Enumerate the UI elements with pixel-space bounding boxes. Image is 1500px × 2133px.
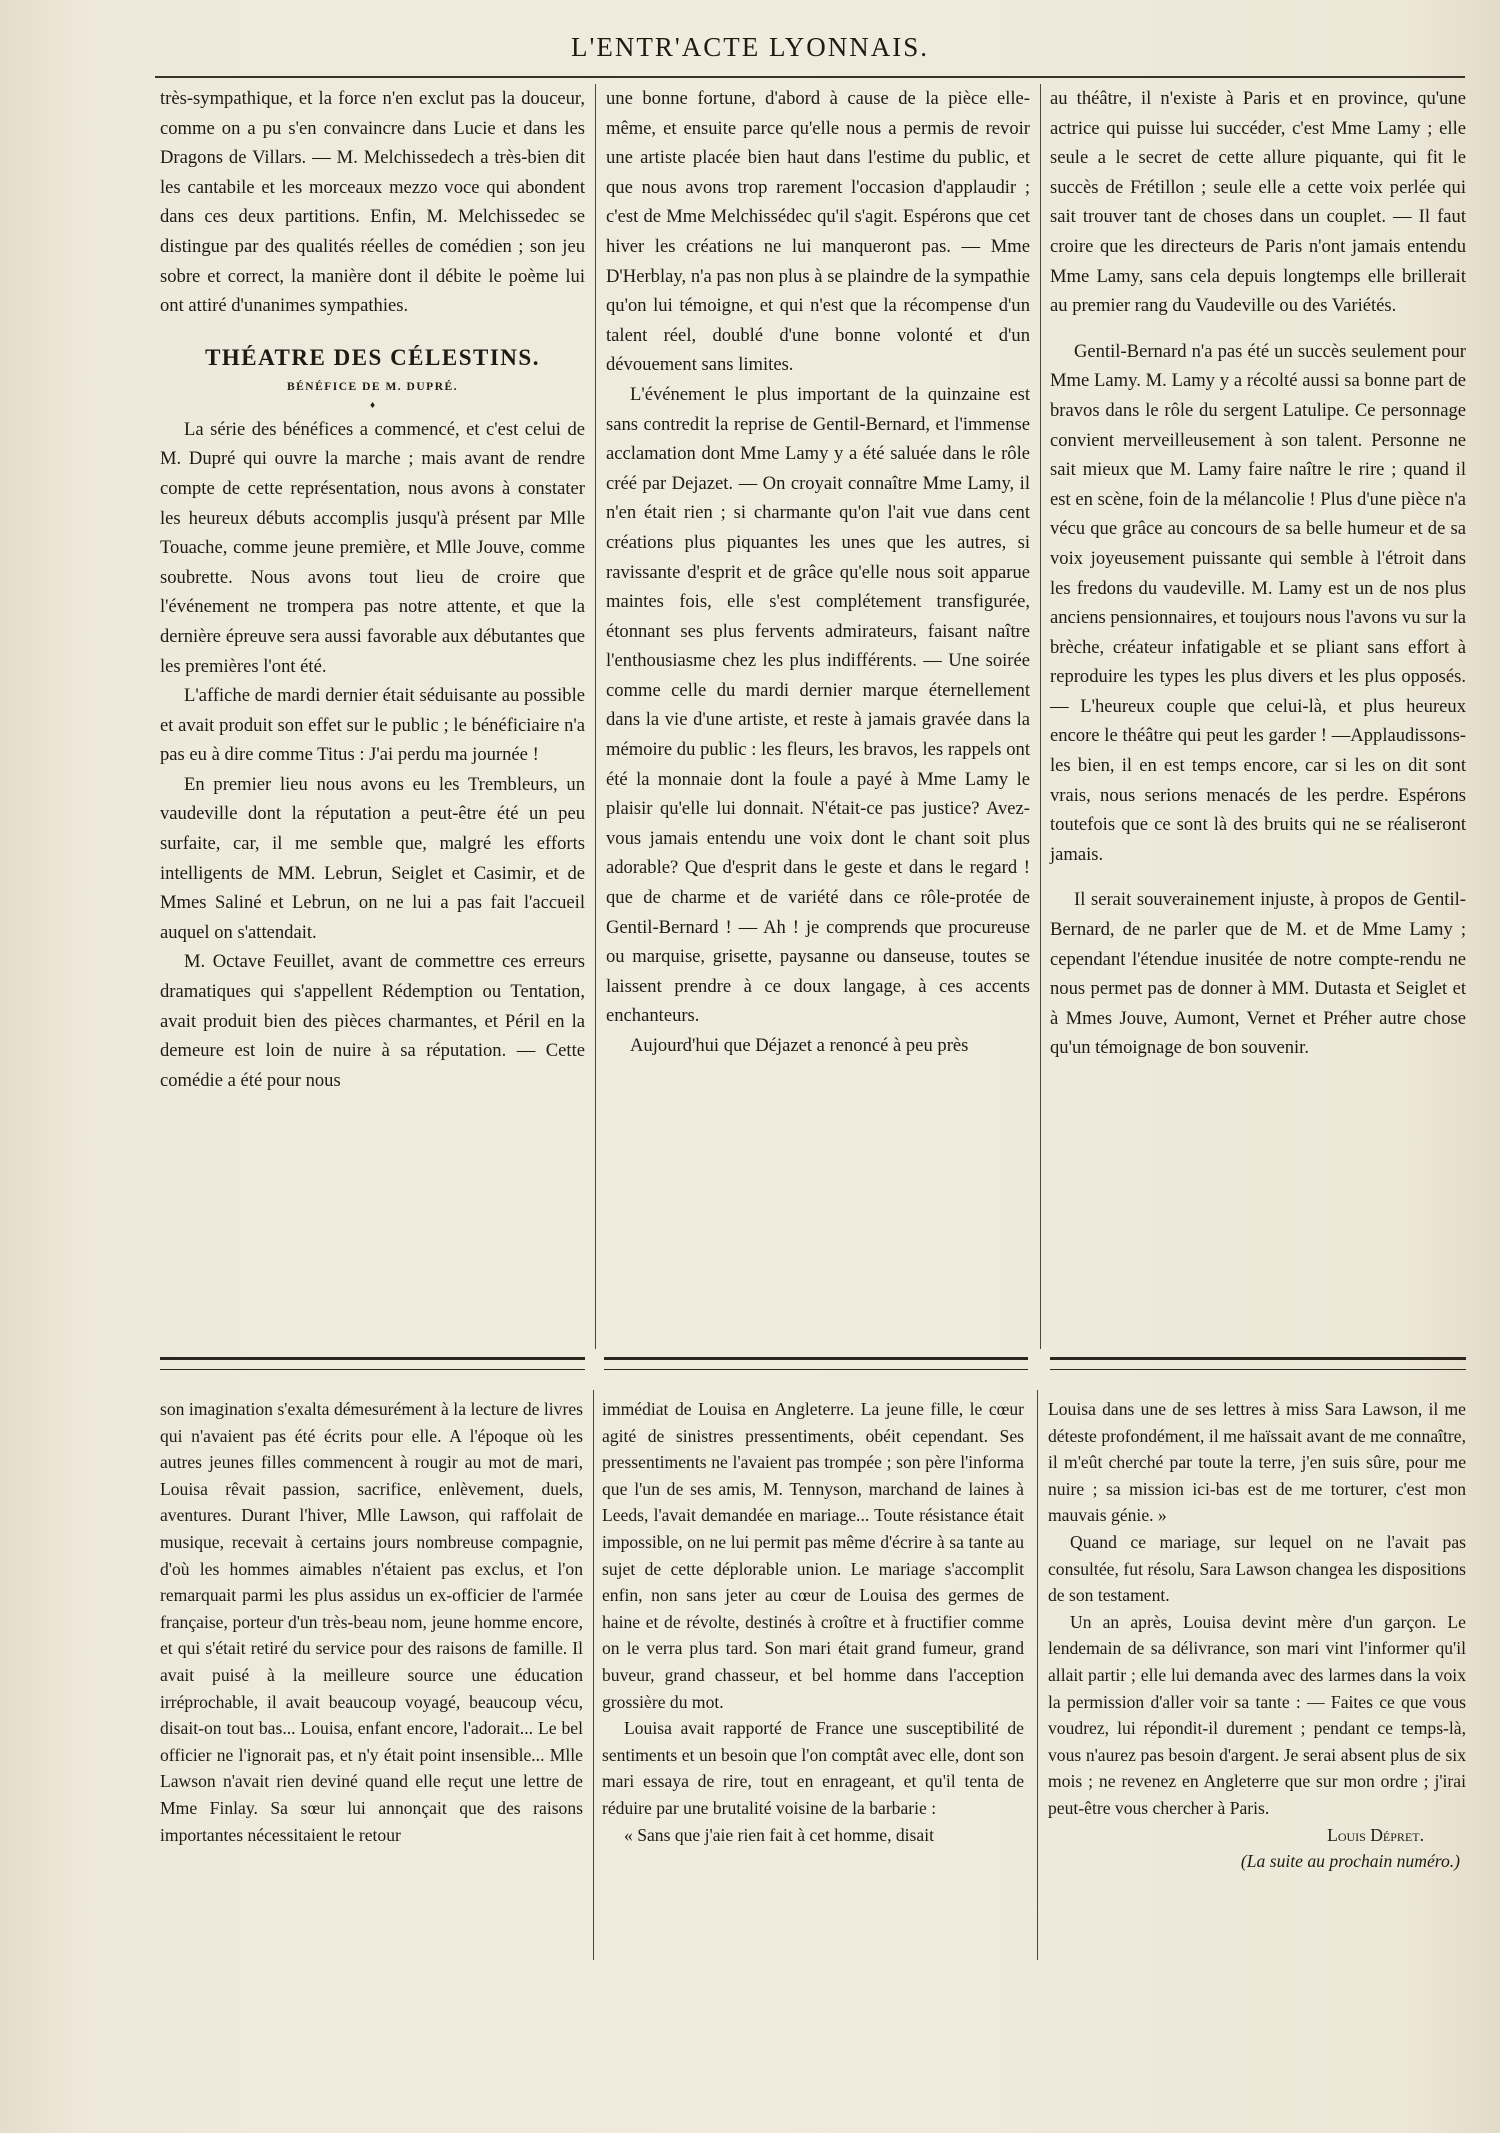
feuilleton-separator [1050,1357,1466,1370]
article-column-3 [1050,84,1466,1063]
paragraph: L'affiche de mardi dernier était séduisante au possible et avait produit son effet sur le public ; le bénéficiaire n'a pas eu à dire comme Titus : J'ai perdu ma journée ! [160,685,585,766]
ornament-icon: ♦ [369,399,376,411]
masthead-title: L'ENTR'ACTE LYONNAIS. [571,32,929,62]
column-rule [1037,1390,1038,1960]
continued-notice: (La suite au prochain numéro.) [1240,1851,1460,1872]
author-signature: Louis Dépret. [1327,1824,1424,1845]
paragraph: L'événement le plus important de la quinzaine est sans contredit la reprise de Gentil-Bernard, et l'immense acclamation dont Mme Lamy y a été saluée dans le rôle créé par Dejazet. — On croyait connaître Mme Lamy, il n'en était rien ; si charmante qu'on l'ait vue dans cent créations plus piquantes les unes que les autres, si ravissante d'esprit et de grâce qu'elle nous soit apparue maintes fois, elle s'est complétement transfigurée, étonnant ses plus fervents admirateurs, faisant naître l'enthousiasme chez les plus indifférents. — Une soirée comme celle du mardi dernier marque éternellement dans la vie d'une artiste, et reste à jamais gravée dans la mémoire du public : les fleurs, les bravos, les rappels ont été la monnaie dont la foule a payé à Mme Lamy le plaisir qu'elle lui donnait. N'était-ce pas justice? Avez-vous jamais entendu une voix dont le chant soit plus adorable? Que d'esprit dans le geste et dans le regard ! que de charme et de variété dans ce rôle-protée de Gentil-Bernard ! — Ah ! je comprends que procureuse ou marquise, grisette, paysanne ou danseuse, toutes se laissent prendre à ce doux langage, à ces accents enchanteurs. [606,383,1030,1027]
column-rule [1040,84,1041,1349]
feuilleton-separator [604,1357,1028,1370]
paragraph: Gentil-Bernard n'a pas été un succès seulement pour Mme Lamy. M. Lamy y a récolté aussi sa bonne part de bravos dans le rôle du sergent Latulipe. Ce personnage convient merveilleusement à son talent. Personne ne sait mieux que M. Lamy faire naître le rire ; quand il est en scène, foin de la mélancolie ! Plus d'une pièce n'a vécu que grâce au concours de sa belle humeur et de sa voix joyeusement puissante qui semble à l'étroit dans les fredons du vaudeville. M. Lamy est un de nos plus anciens pensionnaires, et toujours nous l'avons vu sur la brèche, créateur infatigable et se pliant sans effort à reproduire les types les plus divers et les plus opposés. — L'heureux couple que celui-là, et plus heureux encore le théâtre qui peut les garder ! —Applaudissons-les bien, il en est temps encore, car si les on dit sont vrais, nous serions menacés de les perdre. Espérons toutefois que ce sont là des bruits qui ne se réaliseront jamais. [1050,340,1466,865]
paragraph: Un an après, Louisa devint mère d'un garçon. Le lendemain de sa délivrance, son mari vint l'informer qu'il allait partir ; elle lui demanda avec des larmes dans la voix la permission d'aller voir sa tante : — Faites ce que vous voudrez, lui répondit-il durement ; pendant ce temps-là, vous n'aurez pas besoin d'argent. Je serai absent plus de six mois ; ne revenez en Angleterre que sur mon ordre ; j'irai peut-être vous chercher à Paris. [1048,1611,1466,1818]
column-rule [595,84,596,1349]
masthead-rule [155,76,1465,78]
column-rule [593,1390,594,1960]
feuilleton-separator [160,1357,585,1370]
feuilleton-column-2 [602,1396,1024,1848]
paragraph: son imagination s'exalta démesurément à la lecture de livres qui n'avaient pas été écrits pour elle. A l'époque où les autres jeunes filles commencent à rougir au mot de mari, Louisa rêvait passion, sacrifice, enlèvement, duels, aventures. Durant l'hiver, Mlle Lawson, qui raffolait de musique, recevait à certains jours nombreuse compagnie, d'où les hommes aimables n'étaient pas exclus, et l'on remarquait parmi les plus assidus un ex-officier de l'armée française, porteur d'un très-beau nom, jeune homme encore, et qui s'était retiré du service pour des raisons de famille. Il avait puisé à la meilleure source une éducation irréprochable, il avait beaucoup voyagé, beaucoup vécu, disait-on tout bas... Louisa, enfant encore, l'adorait... Le bel officier ne l'ignorait pas, et n'y était point insensible... Mlle Lawson n'avait rien deviné quand elle reçut une lettre de Mme Finlay. Sa sœur lui annonçait que des raisons importantes nécessitaient le retour [160,1399,583,1845]
section-heading: THÉATRE DES CÉLESTINS. [205,344,540,370]
article-column-1 [160,84,585,1095]
paragraph: très-sympathique, et la force n'en exclut pas la douceur, comme on a pu s'en convaincre dans Lucie et dans les Dragons de Villars. — M. Melchissedech a très-bien dit les cantabile et les morceaux mezzo voce qui abondent dans ces deux partitions. Enfin, M. Melchissedec se distingue par des qualités réelles de comédien ; son jeu sobre et correct, la manière dont il débite le poème lui ont attiré d'unanimes sympathies. [160,88,585,317]
paragraph: Louisa avait rapporté de France une susceptibilité de sentiments et un besoin que l'on comptât avec elle, dont son mari essaya de rire, tout en enrageant, et qu'il tenta de réduire par une brutalité voisine de la barbarie : [602,1718,1024,1818]
paragraph: La série des bénéfices a commencé, et c'est celui de M. Dupré qui ouvre la marche ; mais avant de rendre compte de cette représentation, nous avons à constater les heureux débuts accomplis jusqu'à présent par Mlle Touache, comme jeune première, et Mlle Jouve, comme soubrette. Nous avons tout lieu de croire que l'événement ne trompera pas notre attente, et que la dernière épreuve sera aussi favorable aux débutantes que les premières l'ont été. [160,418,585,677]
article-column-2 [606,84,1030,1061]
section-subheading: BÉNÉFICE DE M. DUPRÉ. [286,380,459,393]
paragraph: Quand ce mariage, sur lequel on ne l'avait pas consultée, fut résolu, Sara Lawson changea les dispositions de son testament. [1048,1531,1466,1606]
paragraph: une bonne fortune, d'abord à cause de la pièce elle-même, et ensuite parce qu'elle nous a permis de revoir une artiste placée bien haut dans l'estime du public, et que nous avons trop rarement l'occasion d'applaudir ; c'est de Mme Melchissédec qu'il s'agit. Espérons que cet hiver les créations ne lui manqueront pas. — Mme D'Herblay, n'a pas non plus à se plaindre de la sympathie qu'on lui témoigne, et qui n'est que la récompense d'un talent réel, doublé d'une bonne volonté et d'un dévouement sans limites. [606,88,1030,376]
paragraph: immédiat de Louisa en Angleterre. La jeune fille, le cœur agité de sinistres pressentiments, obéit cependant. Ses pressentiments ne l'avaient pas trompée ; son père l'informa que l'un de ses amis, M. Tennyson, marchand de laines à Leeds, l'avait demandée en mariage... Toute résistance était impossible, on ne lui permit pas même d'écrire à sa tante au sujet de cette déplorable union. Le mariage s'accomplit enfin, non sans jeter au cœur de Louisa des germes de haine et de révolte, destinés à croître et à fructifier comme on le verra plus tard. Son mari était grand fumeur, grand buveur, grand chasseur, et bel homme dans l'acception grossière du mot. [602,1399,1024,1712]
paragraph: M. Octave Feuillet, avant de commettre ces erreurs dramatiques qui s'appellent Rédemption ou Tentation, avait produit bien des pièces charmantes, et Péril en la demeure est loin de nuire à sa réputation. — Cette comédie a été pour nous [160,951,585,1091]
paragraph: Aujourd'hui que Déjazet a renoncé à peu près [630,1035,969,1056]
paragraph: « Sans que j'aie rien fait à cet homme, disait [624,1824,934,1845]
paragraph: Louisa dans une de ses lettres à miss Sara Lawson, il me déteste profondément, il me haïssait avant de me connaître, il m'eût cherché par toute la terre, j'en suis sûre, pour me nuire ; sa mission ici-bas est de me torturer, c'est mon mauvais génie. » [1048,1399,1466,1526]
paragraph: Il serait souverainement injuste, à propos de Gentil-Bernard, de ne parler que de M. et de Mme Lamy ; cependant l'étendue inusitée de notre compte-rendu ne nous permet pas de donner à MM. Dutasta et Seiglet et à Mmes Jouve, Aumont, Vernet et Préher autre chose qu'un témoignage de bon souvenir. [1050,889,1466,1059]
feuilleton-column-3 [1048,1396,1466,1875]
paragraph: En premier lieu nous avons eu les Trembleurs, un vaudeville dont la réputation a peut-être été un peu surfaite, car, il me semble que, malgré les efforts intelligents de MM. Lebrun, Seiglet et Casimir, et de Mmes Saliné et Lebrun, on ne lui a pas fait l'accueil auquel on s'attendait. [160,773,585,943]
feuilleton-column-1 [160,1396,583,1848]
paragraph: au théâtre, il n'existe à Paris et en province, qu'une actrice qui puisse lui succéder, c'est Mme Lamy ; elle seule a le secret de cette allure piquante, qui fit le succès de Frétillon ; seule elle a cette voix perlée qui sait trouver tant de choses dans un couplet. — Il faut croire que les directeurs de Paris n'ont jamais entendu Mme Lamy, sans cela depuis longtemps elle brillerait au premier rang du Vaudeville ou des Variétés. [1050,88,1466,317]
